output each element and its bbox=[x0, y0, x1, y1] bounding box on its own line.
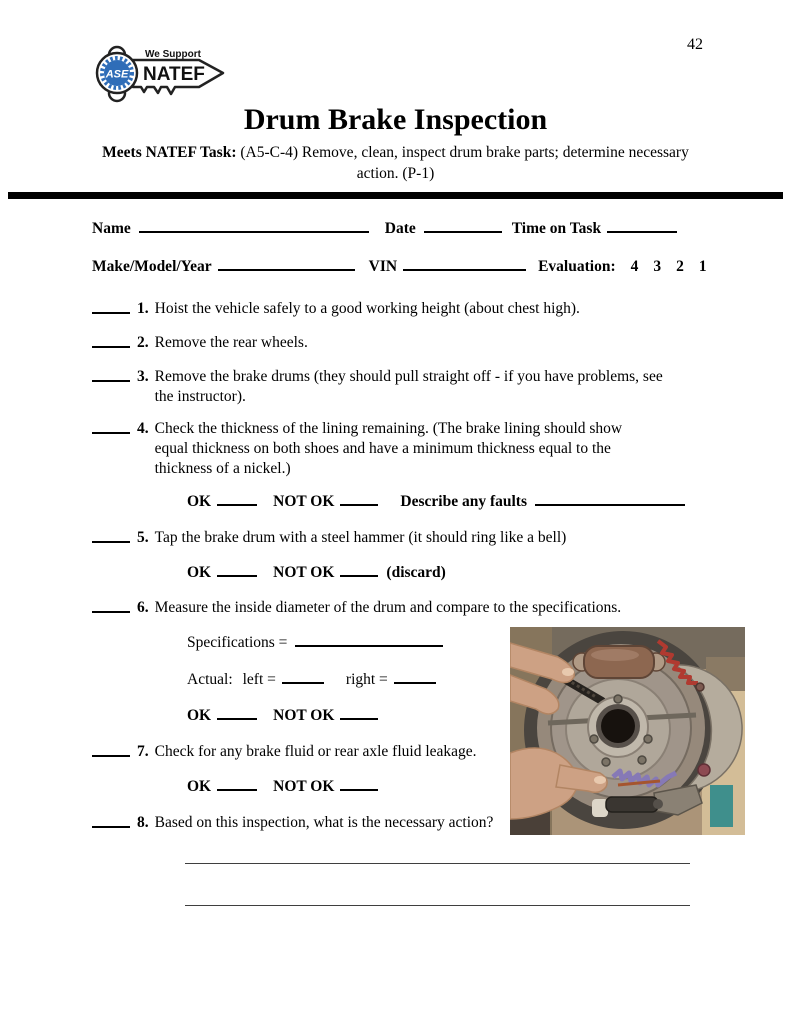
step-3-text: Remove the brake drums (they should pull straight off - if you have problems, see the instructor). bbox=[154, 368, 663, 405]
right-blank bbox=[394, 670, 436, 684]
ok-blank bbox=[217, 563, 257, 577]
natef-ase-logo bbox=[93, 42, 227, 106]
left-label: left = bbox=[242, 671, 276, 688]
left-blank bbox=[282, 670, 324, 684]
make-model-year-label: Make/Model/Year bbox=[92, 258, 212, 275]
step-5 bbox=[92, 528, 791, 548]
evaluation-score-1: 1 bbox=[698, 258, 707, 275]
step-2-text: Remove the rear wheels. bbox=[154, 334, 308, 351]
step-4-result-row bbox=[187, 492, 791, 512]
date-label: Date bbox=[384, 220, 416, 237]
step-2 bbox=[92, 333, 791, 353]
right-label: right = bbox=[345, 671, 388, 688]
not-ok-blank bbox=[340, 777, 378, 791]
step-7-blank bbox=[92, 742, 130, 757]
name-date-row bbox=[92, 219, 791, 239]
natef-task-line2: action. (P-1) bbox=[356, 165, 435, 182]
step-8-blank bbox=[92, 813, 130, 828]
step-8-number: 8. bbox=[137, 814, 149, 831]
ok-blank bbox=[217, 777, 257, 791]
step-2-blank bbox=[92, 333, 130, 348]
describe-faults-label: Describe any faults bbox=[400, 493, 527, 510]
step-4-number: 4. bbox=[137, 420, 149, 437]
ase-text: ASE bbox=[105, 68, 129, 81]
vehicle-row bbox=[92, 257, 791, 277]
natef-text: NATEF bbox=[143, 64, 205, 85]
drum-brake-photo bbox=[510, 627, 745, 835]
step-1-number: 1. bbox=[137, 300, 149, 317]
discard-label: (discard) bbox=[386, 564, 446, 581]
name-blank bbox=[139, 219, 369, 233]
actual-label: Actual: bbox=[187, 671, 233, 688]
ok-label: OK bbox=[187, 493, 212, 510]
ok-label: OK bbox=[187, 564, 212, 581]
step-6-number: 6. bbox=[137, 599, 149, 616]
task-label: Meets NATEF Task: bbox=[102, 144, 237, 161]
step-7-text: Check for any brake fluid or rear axle fluid leakage. bbox=[154, 743, 477, 760]
time-on-task-blank bbox=[607, 219, 677, 233]
natef-task-line bbox=[0, 142, 791, 163]
step-4-blank bbox=[92, 419, 130, 434]
step-3 bbox=[92, 367, 791, 407]
step-4-text: Check the thickness of the lining remaining. (The brake lining should show equal thickness on both shoes and have a minimum thickness equal to the thickness of a nickel.) bbox=[154, 420, 623, 477]
step-2-number: 2. bbox=[137, 334, 149, 351]
specifications-label: Specifications = bbox=[187, 634, 288, 651]
not-ok-blank bbox=[340, 492, 378, 506]
step-4 bbox=[92, 419, 791, 479]
evaluation-score-2: 2 bbox=[676, 258, 684, 275]
not-ok-label: NOT OK bbox=[273, 778, 335, 795]
step-6 bbox=[92, 598, 791, 618]
name-label: Name bbox=[92, 220, 131, 237]
evaluation-label: Evaluation: bbox=[538, 258, 616, 275]
not-ok-label: NOT OK bbox=[273, 493, 335, 510]
step-6-blank bbox=[92, 598, 130, 613]
evaluation-score-3: 3 bbox=[653, 258, 662, 275]
time-on-task-label: Time on Task bbox=[511, 220, 602, 237]
answer-line-1 bbox=[185, 833, 690, 864]
make-model-year-blank bbox=[218, 257, 355, 271]
drum-brake-photo-graphic bbox=[510, 627, 745, 835]
we-support-text: We Support bbox=[145, 49, 201, 60]
step-1-text: Hoist the vehicle safely to a good working height (about chest high). bbox=[154, 300, 580, 317]
specifications-blank bbox=[295, 633, 443, 647]
step-1 bbox=[92, 299, 791, 319]
vin-blank bbox=[403, 257, 526, 271]
key-logo-graphic bbox=[93, 42, 227, 106]
not-ok-blank bbox=[340, 563, 378, 577]
evaluation-score-4: 4 bbox=[630, 258, 639, 275]
step-3-number: 3. bbox=[137, 368, 149, 385]
step-5-result-row bbox=[187, 563, 791, 583]
step-6-text: Measure the inside diameter of the drum and compare to the specifications. bbox=[154, 599, 622, 616]
step-8-text: Based on this inspection, what is the necessary action? bbox=[154, 814, 494, 831]
date-blank bbox=[424, 219, 502, 233]
divider-rule bbox=[8, 192, 783, 199]
describe-faults-blank bbox=[535, 492, 685, 506]
page-title: Drum Brake Inspection bbox=[243, 103, 548, 136]
step-5-number: 5. bbox=[137, 529, 149, 546]
step-1-blank bbox=[92, 299, 130, 314]
step-3-blank bbox=[92, 367, 130, 382]
vin-label: VIN bbox=[368, 258, 398, 275]
ok-label: OK bbox=[187, 778, 212, 795]
not-ok-label: NOT OK bbox=[273, 564, 335, 581]
ok-blank bbox=[217, 706, 257, 720]
ok-blank bbox=[217, 492, 257, 506]
not-ok-label: NOT OK bbox=[273, 707, 335, 724]
step-5-text: Tap the brake drum with a steel hammer (it should ring like a bell) bbox=[154, 529, 567, 546]
step-5-blank bbox=[92, 528, 130, 543]
task-text: (A5-C-4) Remove, clean, inspect drum brake parts; determine necessary bbox=[240, 144, 689, 161]
not-ok-blank bbox=[340, 706, 378, 720]
page-number: 42 bbox=[687, 36, 703, 53]
step-7-number: 7. bbox=[137, 743, 149, 760]
ok-label: OK bbox=[187, 707, 212, 724]
answer-line-2 bbox=[185, 864, 690, 906]
